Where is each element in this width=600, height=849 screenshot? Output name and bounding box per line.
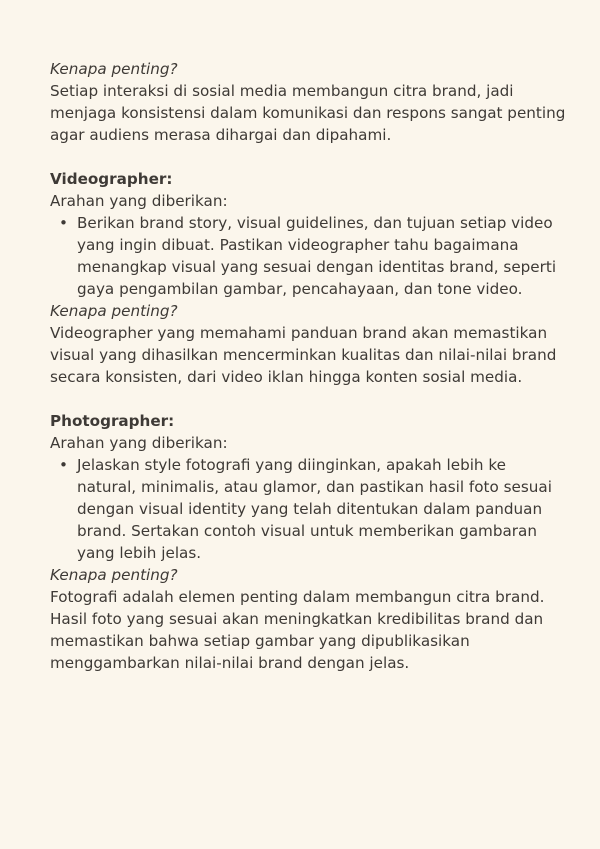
bullet-icon: • [59,456,68,474]
intro-why-heading: Kenapa penting? [50,60,178,78]
bullet-text-line: brand. Sertakan contoh visual untuk memberikan gambaran [77,522,537,540]
videographer-bullet-text [77,212,557,300]
photographer-bullet-item [50,454,550,564]
photographer-section [50,410,550,674]
bullet-text-line: menangkap visual yang sesuai dengan identitas brand, seperti [77,258,557,276]
bullet-icon: • [59,214,68,232]
bullet-text-line: Jelaskan style fotografi yang diinginkan, apakah lebih ke [77,456,506,474]
bullet-text-line: yang ingin dibuat. Pastikan videographer tahu bagaimana [77,236,519,254]
intro-paragraph-line: Setiap interaksi di sosial media membangun citra brand, jadi [50,82,514,100]
photographer-why-line: memastikan bahwa setiap gambar yang dipublikasikan [50,632,470,650]
photographer-why-line: Hasil foto yang sesuai akan meningkatkan kredibilitas brand dan [50,610,544,628]
bullet-text-line: natural, minimalis, atau glamor, dan pastikan hasil foto sesuai [77,478,552,496]
bullet-text-line: Berikan brand story, visual guidelines, dan tujuan setiap video [77,214,553,232]
photographer-why-line: menggambarkan nilai-nilai brand dengan jelas. [50,654,410,672]
intro-paragraph-line: agar audiens merasa dihargai dan dipahami. [50,126,392,144]
videographer-title: Videographer: [50,170,173,188]
videographer-why-line: secara konsisten, dari video iklan hingga konten sosial media. [50,368,523,386]
section-spacer [50,388,550,410]
intro-paragraph-line: menjaga konsistensi dalam komunikasi dan respons sangat penting [50,104,566,122]
videographer-why-line: visual yang dihasilkan mencerminkan kualitas dan nilai-nilai brand [50,346,557,364]
bullet-text-line: yang lebih jelas. [77,544,202,562]
bullet-text-line: dengan visual identity yang telah ditentukan dalam panduan [77,500,543,518]
section-spacer [50,146,550,168]
photographer-why-heading: Kenapa penting? [50,566,178,584]
intro-section [50,58,566,146]
videographer-why-line: Videographer yang memahami panduan brand akan memastikan [50,324,548,342]
videographer-section [50,168,557,388]
photographer-bullet-text [77,454,550,564]
videographer-bullet-item [50,212,557,300]
videographer-bullet-list [50,212,557,300]
photographer-title: Photographer: [50,412,175,430]
photographer-bullet-list [50,454,550,564]
photographer-directive-label: Arahan yang diberikan: [50,434,228,452]
bullet-text-line: gaya pengambilan gambar, pencahayaan, dan tone video. [77,280,523,298]
videographer-directive-label: Arahan yang diberikan: [50,192,228,210]
videographer-why-heading: Kenapa penting? [50,302,178,320]
photographer-why-line: Fotografi adalah elemen penting dalam membangun citra brand. [50,588,545,606]
